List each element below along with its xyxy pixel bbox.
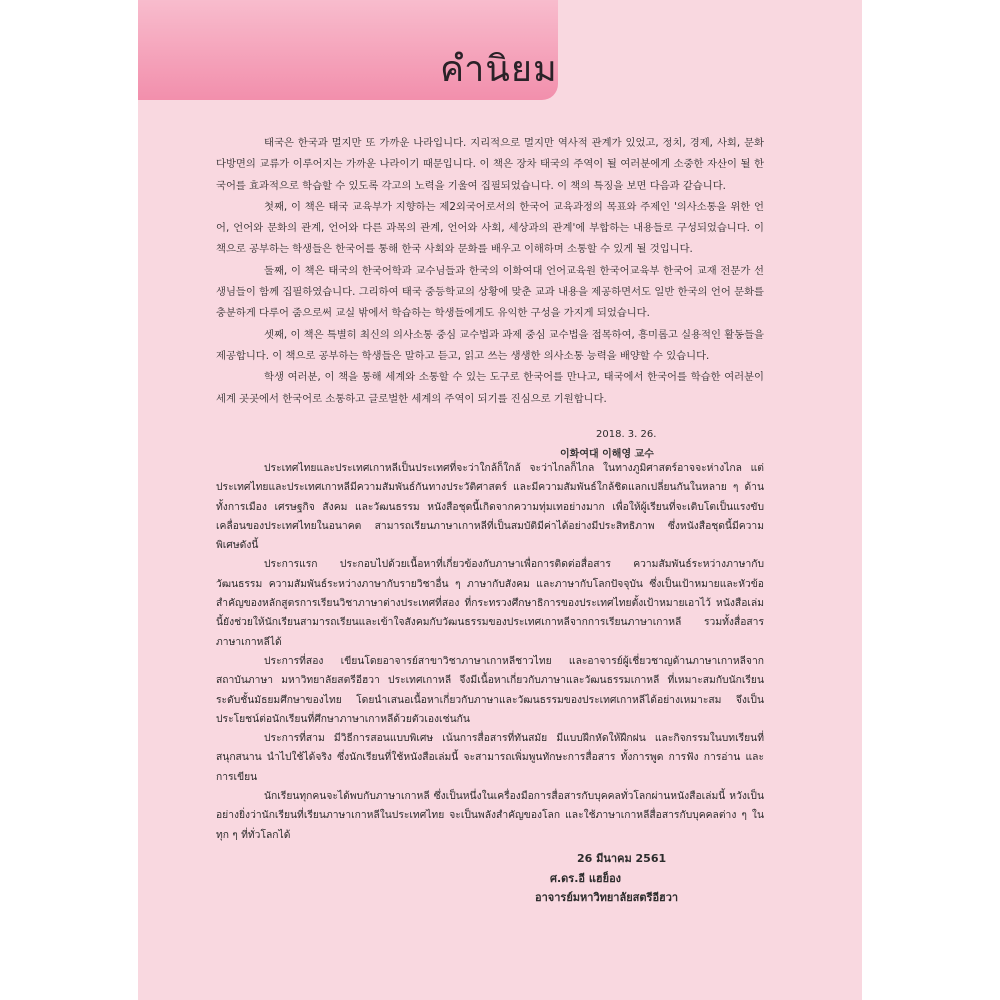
thai-date: 26 มีนาคม 2561 [577, 852, 667, 865]
korean-paragraph: 학생 여러분, 이 책을 통해 세계와 소통할 수 있는 도구로 한국어를 만나고, 태국에서 한국어를 학습한 여러분이 세계 곳곳에서 한국어로 소통하고 글로벌한 세계의 주역이 되기를 진심으로 기원합니다. [216, 371, 764, 405]
korean-foreword [216, 133, 764, 410]
thai-paragraph: ประการที่สอง เขียนโดยอาจารย์สาขาวิชาภาษาเกาหลีชาวไทย และอาจารย์ผู้เชี่ยวชาญด้านภาษาเกาหลีจากสถาบันภาษา มหาวิทยาลัยสตรีอีฮวา ประเทศเกาหลี จึงมีเนื้อหาเกี่ยวกับภาษาและวัฒนธรรมเกาหลี ที่เหมาะสมกับนักเรียนระดับชั้นมัธยมศึกษาของไทย โดยนำเสนอเนื้อหาเกี่ยวกับภาษาและวัฒนธรรมของประเทศเกาหลีได้อย่างเหมาะสม จึงเป็นประโยชน์ต่อนักเรียนที่ศึกษาภาษาเกาหลีด้วยตัวเองเช่นกัน [216, 654, 764, 725]
korean-paragraph: 첫째, 이 책은 태국 교육부가 지향하는 제2외국어로서의 한국어 교육과정의 목표와 주제인 '의사소통을 위한 언어, 언어와 문화의 관계, 언어와 다른 과목의 관계, 언어와 사회, 세상과의 관계'에 부합하는 내용들로 구성되었습니다. 이 책으로 공부하는 학생들은 한국어를 통해 한국 사회와 문화를 배우고 이해하며 소통할 수 있게 될 것입니다. [216, 200, 764, 256]
thai-paragraph: ประเทศไทยและประเทศเกาหลีเป็นประเทศที่จะว่าใกล้ก็ใกล้ จะว่าไกลก็ไกล ในทางภูมิศาสตร์อาจจะห่างไกล แต่ประเทศไทยและประเทศเกาหลีมีความสัมพันธ์กันทางประวัติศาสตร์ และมีความสัมพันธ์ใกล้ชิดแลกเปลี่ยนกันในหลาย ๆ ด้าน ทั้งการเมือง เศรษฐกิจ สังคม และวัฒนธรรม หนังสือชุดนี้เกิดจากความทุ่มเทอย่างมาก เพื่อให้ผู้เรียนที่จะเติบโตเป็นแรงขับเคลื่อนของประเทศไทยในอนาคต สามารถเรียนภาษาเกาหลีที่เป็นสมบัติมีค่าได้อย่างมีประสิทธิภาพ ซึ่งหนังสือชุดนี้มีความพิเศษดังนี้ [216, 462, 764, 552]
thai-affiliation: อาจารย์มหาวิทยาลัยสตรีอีฮวา [535, 891, 679, 904]
thai-signature [535, 849, 775, 908]
thai-paragraph: ประการที่สาม มีวิธีการสอนแบบพิเศษ เน้นการสื่อสารที่ทันสมัย มีแบบฝึกหัดให้ฝึกฝน และกิจกรรมในบทเรียนที่สนุกสนาน นำไปใช้ได้จริง ซึ่งนักเรียนที่ใช้หนังสือเล่มนี้ จะสามารถเพิ่มพูนทักษะการสื่อสาร ทั้งการพูด การฟัง การอ่าน และการเขียน [216, 732, 764, 783]
korean-paragraph: 태국은 한국과 멀지만 또 가까운 나라입니다. 지리적으로 멀지만 역사적 관계가 있었고, 정치, 경제, 사회, 문화 다방면의 교류가 이루어지는 가까운 나라이기 때문입니다. 이 책은 장차 태국의 주역이 될 여러분에게 소중한 자산이 될 한국어를 효과적으로 학습할 수 있도록 각고의 노력을 기울여 집필되었습니다. 이 책의 특징을 보면 다음과 같습니다. [216, 137, 764, 192]
thai-author: ศ.ดร.อี แฮย็อง [550, 871, 622, 885]
thai-foreword [216, 459, 764, 845]
korean-paragraph: 셋째, 이 책은 특별히 최신의 의사소통 중심 교수법과 과제 중심 교수법을 접목하여, 흥미롭고 실용적인 활동들을 제공합니다. 이 책으로 공부하는 학생들은 말하고 듣고, 읽고 쓰는 생생한 의사소통 능력을 배양할 수 있습니다. [216, 328, 764, 362]
korean-paragraph: 둘째, 이 책은 태국의 한국어학과 교수님들과 한국의 이화여대 언어교육원 한국어교육부 한국어 교재 전문가 선생님들이 함께 집필하였습니다. 그리하여 태국 중등학교의 상황에 맞춘 교과 내용을 제공하면서도 일반 한국의 언어 문화를 충분하게 다루어 줌으로써 교실 밖에서 학습하는 학생들에게도 유익한 구성을 가지게 되었습니다. [216, 264, 764, 320]
thai-paragraph: ประการแรก ประกอบไปด้วยเนื้อหาที่เกี่ยวข้องกับภาษาเพื่อการติดต่อสื่อสาร ความสัมพันธ์ระหว่างภาษากับวัฒนธรรม ความสัมพันธ์ระหว่างภาษากับรายวิชาอื่น ๆ ภาษากับสังคม และภาษากับโลกปัจจุบัน ซึ่งเป็นเป้าหมายและหัวข้อสำคัญของหลักสูตรการเรียนวิชาภาษาต่างประเทศที่สอง ที่กระทรวงศึกษาธิการของประเทศไทยตั้งเป้าหมายเอาไว้ หนังสือเล่มนี้ยังช่วยให้นักเรียนสามารถเรียนและเข้าใจสังคมกับวัฒนธรรมของประเทศเกาหลีจากการเรียนภาษาเกาหลี รวมทั้งสื่อสารภาษาเกาหลีได้ [216, 558, 764, 648]
thai-paragraph: นักเรียนทุกคนจะได้พบกับภาษาเกาหลี ซึ่งเป็นหนึ่งในเครื่องมือการสื่อสารกับบุคคลทั่วโลกผ่านหนังสือเล่มนี้ หวังเป็นอย่างยิ่งว่านักเรียนที่เรียนภาษาเกาหลีในประเทศไทย จะเป็นพลังสำคัญของโลก และใช้ภาษาเกาหลีสื่อสารกับบุคคลต่าง ๆ ในทุก ๆ ที่ทั่วโลกได้ [216, 790, 764, 841]
page-title: คำนิยม [440, 49, 558, 90]
korean-author: 이화여대 이해영 교수 [560, 449, 654, 460]
korean-date: 2018. 3. 26. [596, 429, 657, 440]
